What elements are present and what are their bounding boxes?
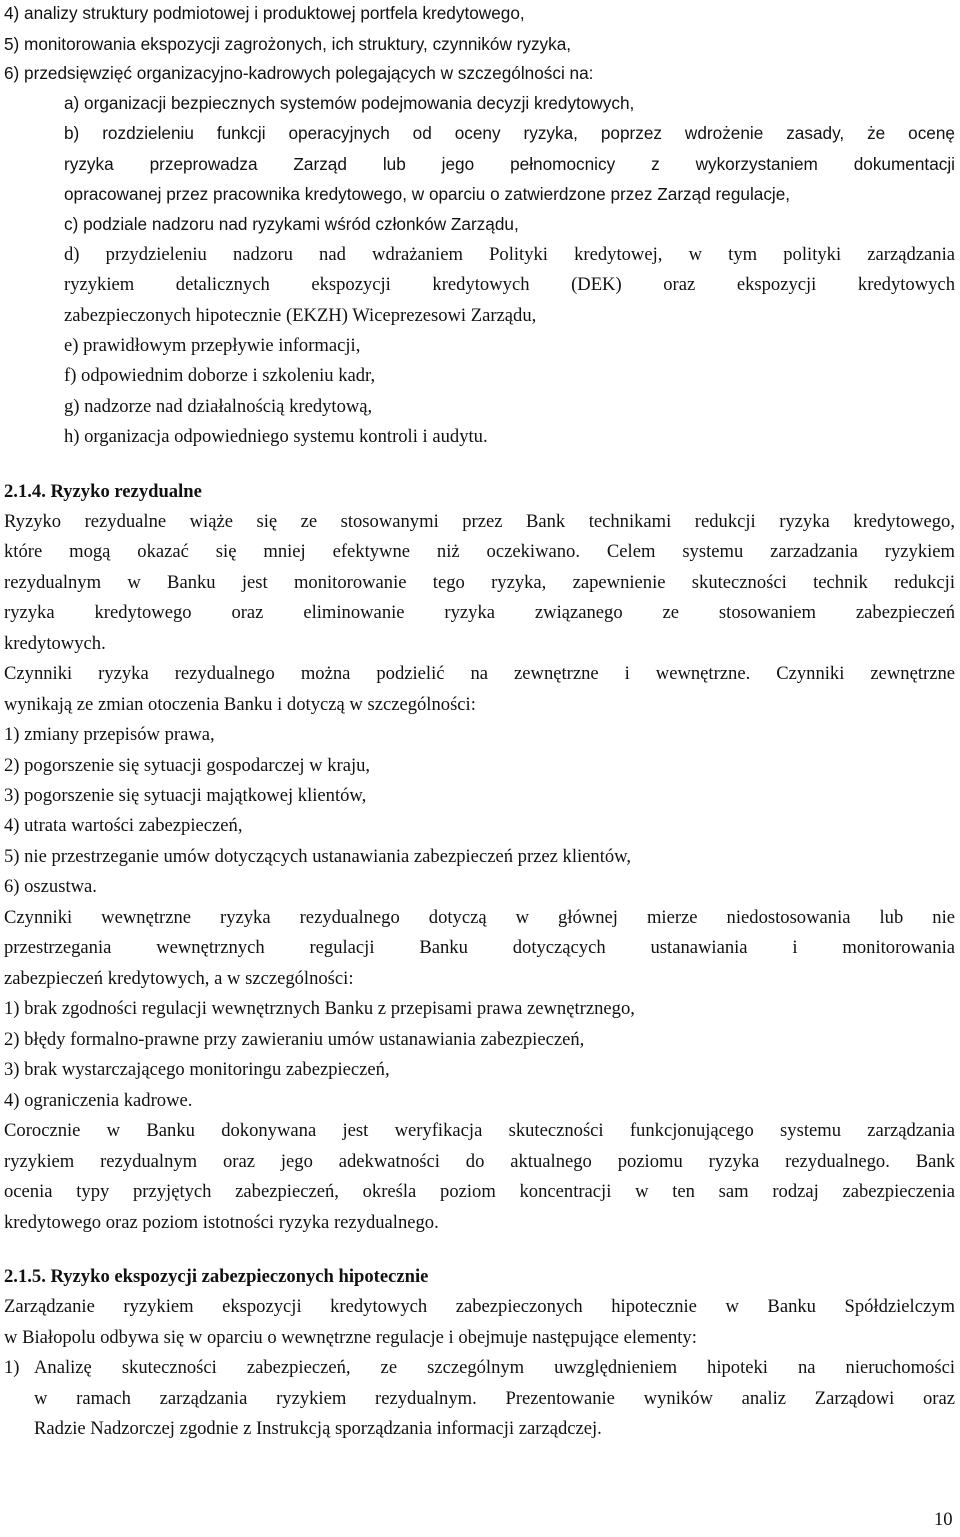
paragraph-line: w Białopolu odbywa się w oparciu o wewnętrzne regulacje i obejmuje następujące elementy: — [4, 1327, 697, 1348]
list-item: a) organizacji bezpiecznych systemów podejmowania decyzji kredytowych, — [64, 93, 635, 113]
list-item: g) nadzorze nad działalnością kredytową, — [64, 396, 373, 417]
list-item-continuation: zabezpieczonych hipotecznie (EKZH) Wiceprezesowi Zarządu, — [64, 305, 537, 326]
list-item-continuation: ryzykiem detalicznych ekspozycji kredytowych (DEK) oraz ekspozycji kredytowych — [64, 274, 955, 295]
paragraph-line: kredytowych. — [4, 633, 106, 654]
paragraph-line: ryzyka kredytowego oraz eliminowanie ryzyka związanego ze stosowaniem zabezpieczeń — [4, 602, 955, 623]
paragraph-line: Zarządzanie ryzykiem ekspozycji kredytowych zabezpieczonych hipotecznie w Banku Spółdzielczym — [4, 1296, 955, 1317]
paragraph-line: ocenia typy przyjętych zabezpieczeń, określa poziom koncentracji w ten sam rodzaj zabezpieczenia — [4, 1181, 955, 1202]
list-item: 4) utrata wartości zabezpieczeń, — [4, 815, 243, 836]
list-item-number: 1) — [4, 1357, 20, 1378]
list-item: d) przydzieleniu nadzoru nad wdrażaniem Polityki kredytowej, w tym polityki zarządzania — [64, 244, 955, 265]
list-item-continuation: w ramach zarządzania ryzykiem rezydualnym. Prezentowanie wyników analiz Zarządowi oraz — [34, 1388, 955, 1409]
list-item: 6) przedsięwzięć organizacyjno-kadrowych polegających w szczególności na: — [4, 63, 594, 83]
list-item: 3) brak wystarczającego monitoringu zabezpieczeń, — [4, 1059, 390, 1080]
paragraph-line: kredytowego oraz poziom istotności ryzyka rezydualnego. — [4, 1212, 439, 1233]
list-item: 4) ograniczenia kadrowe. — [4, 1090, 193, 1111]
list-item: e) prawidłowym przepływie informacji, — [64, 335, 361, 356]
section-heading: 2.1.5. Ryzyko ekspozycji zabezpieczonych hipotecznie — [4, 1266, 429, 1287]
list-item: 5) nie przestrzeganie umów dotyczących ustanawiania zabezpieczeń przez klientów, — [4, 846, 632, 867]
paragraph-line: ryzykiem rezydualnym oraz jego adekwatności do aktualnego poziomu ryzyka rezydualnego. Bank — [4, 1151, 955, 1172]
list-item: b) rozdzieleniu funkcji operacyjnych od oceny ryzyka, poprzez wdrożenie zasady, że ocenę — [64, 123, 955, 143]
list-item-continuation: ryzyka przeprowadza Zarząd lub jego pełnomocnicy z wykorzystaniem dokumentacji — [64, 154, 955, 174]
paragraph-line: Corocznie w Banku dokonywana jest weryfikacja skuteczności funkcjonującego systemu zarządzania — [4, 1120, 955, 1141]
paragraph-line: Czynniki wewnętrzne ryzyka rezydualnego dotyczą w głównej mierze niedostosowania lub nie — [4, 907, 955, 928]
paragraph-line: które mogą okazać się mniej efektywne niż oczekiwano. Celem systemu zarzadzania ryzykiem — [4, 541, 955, 562]
paragraph-line: rezydualnym w Banku jest monitorowanie tego ryzyka, zapewnienie skuteczności technik redukcji — [4, 572, 955, 593]
paragraph-line: przestrzegania wewnętrznych regulacji Banku dotyczących ustanawiania i monitorowania — [4, 937, 955, 958]
list-item: 1) brak zgodności regulacji wewnętrznych Banku z przepisami prawa zewnętrznego, — [4, 998, 635, 1019]
list-item: 4) analizy struktury podmiotowej i produktowej portfela kredytowego, — [4, 3, 525, 23]
list-item: 5) monitorowania ekspozycji zagrożonych, ich struktury, czynników ryzyka, — [4, 34, 572, 54]
list-item: c) podziale nadzoru nad ryzykami wśród członków Zarządu, — [64, 214, 519, 234]
list-item: 6) oszustwa. — [4, 876, 97, 897]
list-item: 1) zmiany przepisów prawa, — [4, 724, 215, 745]
list-item-continuation: opracowanej przez pracownika kredytowego, w oparciu o zatwierdzone przez Zarząd regulacje, — [64, 184, 791, 204]
list-item: f) odpowiednim doborze i szkoleniu kadr, — [64, 365, 376, 386]
paragraph-line: zabezpieczeń kredytowych, a w szczególności: — [4, 968, 354, 989]
list-item: 3) pogorszenie się sytuacji majątkowej klientów, — [4, 785, 367, 806]
page-number: 10 — [934, 1509, 953, 1530]
list-item-continuation: Radzie Nadzorczej zgodnie z Instrukcją sporządzania informacji zarządczej. — [34, 1418, 602, 1439]
paragraph-line: wynikają ze zmian otoczenia Banku i dotyczą w szczególności: — [4, 694, 476, 715]
list-item: Analizę skuteczności zabezpieczeń, ze szczególnym uwzględnieniem hipoteki na nieruchomości — [34, 1357, 955, 1378]
section-heading: 2.1.4. Ryzyko rezydualne — [4, 481, 202, 502]
paragraph-line: Ryzyko rezydualne wiąże się ze stosowanymi przez Bank technikami redukcji ryzyka kredytowego, — [4, 511, 955, 532]
list-item: h) organizacja odpowiedniego systemu kontroli i audytu. — [64, 426, 488, 447]
paragraph-line: Czynniki ryzyka rezydualnego można podzielić na zewnętrzne i wewnętrzne. Czynniki zewnętrzne — [4, 663, 955, 684]
list-item: 2) błędy formalno-prawne przy zawieraniu umów ustanawiania zabezpieczeń, — [4, 1029, 585, 1050]
list-item: 2) pogorszenie się sytuacji gospodarczej w kraju, — [4, 755, 371, 776]
